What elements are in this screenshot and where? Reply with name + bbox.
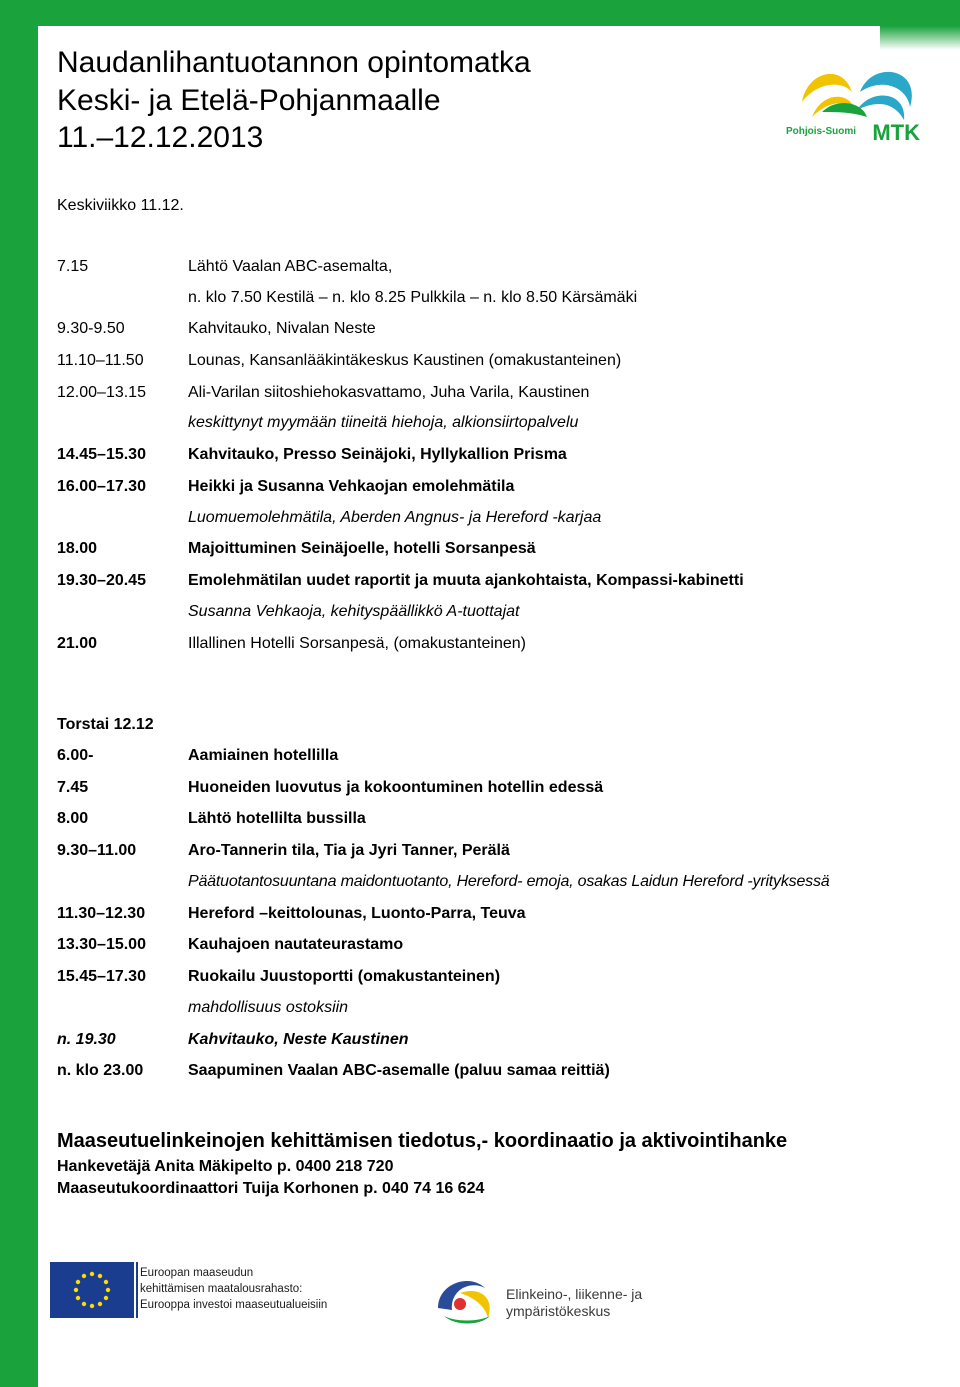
row-time: n. klo 23.00 [57,1062,144,1079]
mtk-region-label: Pohjois-Suomi [786,126,856,137]
eu-text-line: Eurooppa investoi maaseutualueisiin [140,1299,328,1311]
green-frame-left [0,0,38,1387]
row-desc: Kauhajoen nautateurastamo [188,936,404,953]
row-desc: Emolehmätilan uudet raportit ja muuta ajankohtaista, Kompassi-kabinetti [188,572,744,589]
ely-text-line: Elinkeino-, liikenne- ja [506,1286,643,1302]
row-time: 13.30–15.00 [57,936,146,953]
contact-line: Maaseutukoordinaattori Tuija Korhonen p. 040 74 16 624 [57,1180,485,1197]
row-desc: Susanna Vehkaoja, kehityspäällikkö A-tuottajat [188,603,520,620]
title-line-1: Naudanlihantuotannon opintomatka [57,46,531,79]
row-desc: n. klo 7.50 Kestilä – n. klo 8.25 Pulkkila – n. klo 8.50 Kärsämäki [188,289,638,306]
ely-logo-text [506,1286,642,1320]
row-desc: Huoneiden luovutus ja kokoontuminen hotellin edessä [188,779,604,796]
row-desc: Ali-Varilan siitoshiehokasvattamo, Juha Varila, Kaustinen [188,384,590,401]
row-time: 19.30–20.45 [57,572,146,589]
title-line-2: Keski- ja Etelä-Pohjanmaalle [57,83,441,117]
row-desc: Lounas, Kansanlääkintäkeskus Kaustinen (omakustanteinen) [188,352,622,369]
row-time: 11.10–11.50 [57,352,144,369]
row-time: 9.30–11.00 [57,842,137,859]
row-time: 7.45 [57,779,89,796]
eu-text-line: Euroopan maaseudun [140,1267,254,1279]
row-desc: Illallinen Hotelli Sorsanpesä, (omakustanteinen) [188,635,526,652]
ely-emblem-icon [430,1268,500,1328]
ely-logo [430,1268,660,1328]
row-desc: Luomuemolehmätila, Aberden Angnus- ja Hereford -karjaa [188,509,602,526]
row-time: 16.00–17.30 [57,478,146,495]
eu-text-line: kehittämisen maatalousrahasto: [140,1283,303,1295]
row-time: 7.15 [57,258,89,275]
row-desc: keskittynyt myymään tiineitä hiehoja, alkionsiirtopalvelu [188,414,579,431]
row-time: 8.00 [57,810,89,827]
row-desc: Kahvitauko, Neste Kaustinen [188,1031,409,1048]
row-time: 15.45–17.30 [57,968,146,985]
row-desc: Ruokailu Juustoportti (omakustanteinen) [188,968,501,985]
row-time: 12.00–13.15 [57,384,146,401]
row-time: 6.00- [57,747,94,764]
row-desc: Saapuminen Vaalan ABC-asemalle (paluu samaa reittiä) [188,1062,610,1079]
row-time: 11.30–12.30 [57,905,146,922]
day1-heading: Keskiviikko 11.12. [57,197,184,214]
row-desc: Majoittuminen Seinäjoelle, hotelli Sorsanpesä [188,540,536,557]
title-line-3: 11.–12.12.2013 [57,121,264,154]
row-time: 9.30-9.50 [57,320,125,337]
green-frame-fade [880,26,960,50]
eu-divider [136,1262,138,1318]
row-time: 21.00 [57,635,98,652]
green-frame-top [0,0,960,26]
page-title [57,44,531,157]
row-desc: Lähtö hotellilta bussilla [188,810,366,827]
row-time: 18.00 [57,540,98,557]
row-desc: Heikki ja Susanna Vehkaojan emolehmätila [188,478,515,495]
row-desc: Lähtö Vaalan ABC-asemalta, [188,258,393,275]
mtk-name-label: MTK [872,120,920,145]
project-heading: Maaseutuelinkeinojen kehittämisen tiedotus,- koordinaatio ja aktivointihanke [57,1130,788,1152]
eu-flag-icon [50,1262,134,1318]
ely-text-line: ympäristökeskus [506,1303,611,1319]
row-time: n. 19.30 [57,1031,116,1048]
eu-logo [50,1262,352,1318]
row-desc: Päätuotantosuuntana maidontuotanto, Hereford- emoja, osakas Laidun Hereford -yrityksessä [188,873,830,890]
row-desc: Aamiainen hotellilla [188,747,339,764]
contact-line: Hankevetäjä Anita Mäkipelto p. 0400 218 720 [57,1158,394,1175]
row-desc: mahdollisuus ostoksiin [188,999,349,1016]
row-desc: Aro-Tannerin tila, Tia ja Jyri Tanner, Perälä [188,842,510,859]
eu-logo-text [140,1265,327,1313]
row-time: 14.45–15.30 [57,446,146,463]
row-desc: Kahvitauko, Nivalan Neste [188,320,376,337]
row-desc: Hereford –keittolounas, Luonto-Parra, Teuva [188,905,526,922]
row-desc: Kahvitauko, Presso Seinäjoki, Hyllykallion Prisma [188,446,567,463]
day2-heading: Torstai 12.12 [57,716,154,733]
